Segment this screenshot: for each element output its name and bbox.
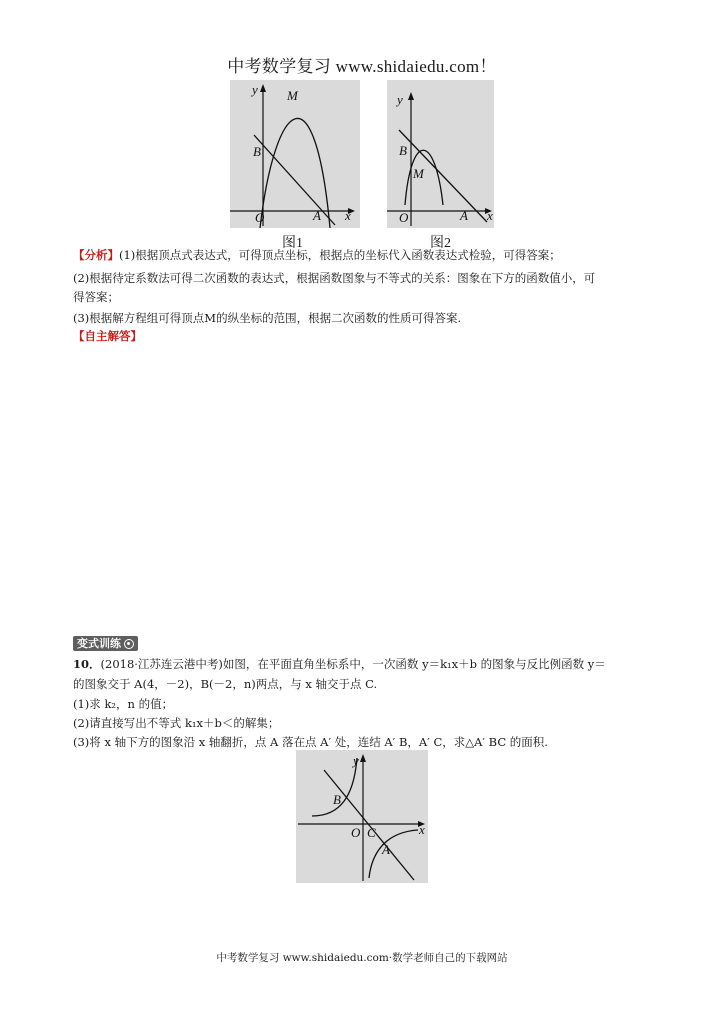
problem-10-question-2: (2)请直接写出不等式 k₁x＋b＜的解集；	[73, 716, 280, 730]
practice-badge	[73, 636, 138, 651]
fig2-label-M: M	[413, 166, 424, 181]
fig2-label-A: A	[460, 208, 468, 223]
problem-10-question-3: (3)将 x 轴下方的图象沿 x 轴翻折，点 A 落在点 A′ 处，连结 A′ B，A′ C，求△A′ BC 的面积.	[73, 735, 548, 749]
practice-badge-label: 变式训练	[77, 637, 121, 650]
problem-10-text-1: 如图，在平面直角坐标系中，一次函数 y＝k₁x＋b 的图象与反比例函数 y＝	[222, 657, 606, 671]
badge-circle-icon	[124, 639, 134, 649]
fig2-label-y: y	[397, 92, 403, 107]
figure-3-graph	[296, 750, 428, 883]
problem-10-source: (2018·江苏连云港中考)	[100, 657, 223, 671]
fig1-label-O: O	[255, 210, 265, 225]
fig3-label-x: x	[419, 822, 425, 837]
fig3-y-arrow	[360, 754, 366, 762]
problem-10-line-1	[73, 656, 606, 672]
fig2-label-B: B	[399, 143, 407, 158]
figure-1-graph	[230, 80, 360, 228]
analysis-line-2: (2)根据待定系数法可得二次函数的表达式，根据函数图象与不等式的关系：图象在下方的函数值小，可	[73, 271, 596, 285]
fig3-label-A: A	[382, 842, 390, 857]
fig2-label-x: x	[487, 208, 493, 223]
problem-10-number: 10．	[73, 657, 101, 671]
analysis-line-1	[73, 247, 561, 263]
page-footer: 中考数学复习 www.shidaiedu.com·数学老师自己的下载网站	[216, 952, 508, 964]
analysis-line-3: 得答案；	[73, 290, 119, 304]
fig3-label-O: O	[351, 825, 361, 840]
figure-3-svg	[296, 750, 428, 883]
page-header-title: 中考数学复习 www.shidaiedu.com！	[227, 57, 497, 76]
analysis-tag: 【分析】	[73, 248, 119, 262]
self-answer-tag: 【自主解答】	[73, 329, 142, 343]
fig1-y-arrow	[260, 84, 266, 92]
fig2-label-O: O	[399, 210, 409, 225]
fig1-label-M: M	[287, 88, 298, 103]
problem-10-question-1: (1)求 k₂，n 的值；	[73, 697, 174, 711]
fig3-hyperbola-left	[312, 758, 357, 816]
fig2-y-arrow	[408, 92, 414, 100]
analysis-line-4: (3)根据解方程组可得顶点M的纵坐标的范围，根据二次函数的性质可得答案.	[73, 311, 462, 325]
analysis-text-1: (1)根据顶点式表达式，可得顶点坐标，根据点的坐标代入函数表达式检验，可得答案；	[119, 248, 561, 262]
fig1-label-y: y	[252, 82, 258, 97]
fig3-label-C: C	[367, 825, 376, 840]
fig1-label-B: B	[253, 144, 261, 159]
fig1-label-x: x	[345, 208, 351, 223]
figure-1-caption: 图1	[282, 236, 303, 251]
figure-2-svg	[387, 80, 494, 228]
figure-2-caption: 图2	[430, 236, 451, 251]
fig3-label-y: y	[353, 753, 359, 768]
figure-2-graph	[387, 80, 494, 228]
figure-1-svg	[230, 80, 360, 228]
problem-10-line-2: 的图象交于 A(4，－2)，B(－2，n)两点，与 x 轴交于点 C.	[73, 677, 378, 691]
fig3-label-B: B	[333, 792, 341, 807]
fig1-label-A: A	[313, 208, 321, 223]
